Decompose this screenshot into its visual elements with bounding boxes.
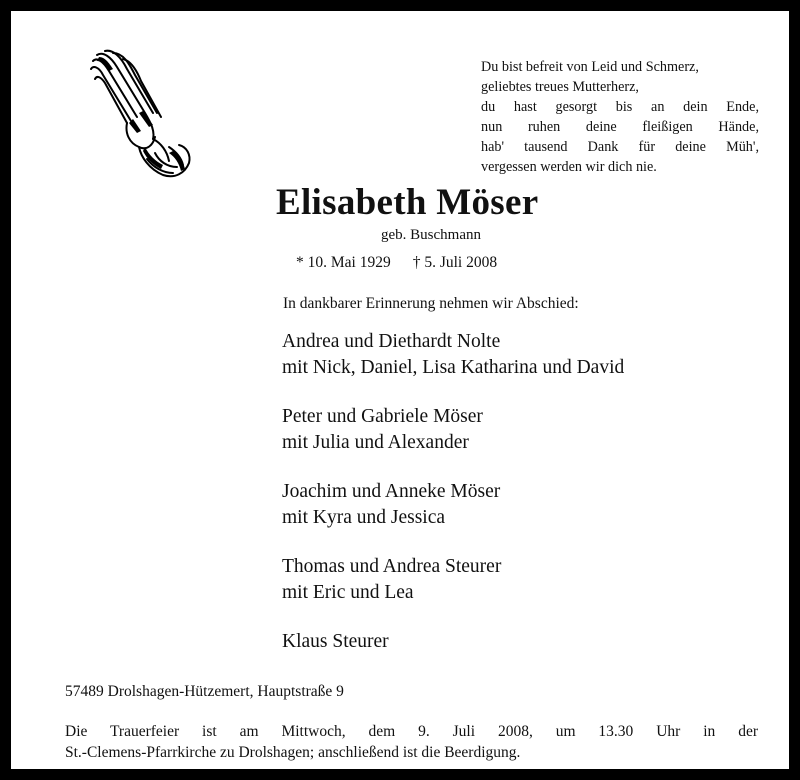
- mourner-children: mit Julia und Alexander: [282, 432, 469, 453]
- mourner-group: [282, 554, 624, 606]
- memorial-poem: [481, 57, 759, 177]
- farewell-intro: In dankbarer Erinnerung nehmen wir Abschied:: [283, 295, 579, 312]
- mourner-names: Joachim und Anneke Möser: [282, 481, 501, 502]
- poem-line: hab' tausend Dank für deine Müh',: [481, 139, 759, 155]
- family-address: 57489 Drolshagen-Hützemert, Hauptstraße 9: [65, 683, 344, 700]
- maiden-name: geb. Buschmann: [381, 227, 481, 243]
- birth-date: * 10. Mai 1929: [296, 254, 391, 271]
- mourner-names: Klaus Steurer: [282, 631, 389, 652]
- mourner-names: Peter und Gabriele Möser: [282, 406, 483, 427]
- funeral-info-line: Die Trauerfeier ist am Mittwoch, dem 9. Juli 2008, um 13.30 Uhr in der: [65, 723, 758, 740]
- poem-line: geliebtes treues Mutterherz,: [481, 79, 639, 95]
- death-date: † 5. Juli 2008: [412, 254, 498, 271]
- mourner-children: mit Eric und Lea: [282, 582, 414, 603]
- mourner-names: Thomas und Andrea Steurer: [282, 556, 502, 577]
- poem-line: du hast gesorgt bis an dein Ende,: [481, 99, 759, 115]
- funeral-info: [65, 721, 758, 763]
- poem-line: Du bist befreit von Leid und Schmerz,: [481, 59, 699, 75]
- mourner-group: [282, 329, 624, 381]
- poem-line: vergessen werden wir dich nie.: [481, 159, 657, 175]
- mourner-names: Andrea und Diethardt Nolte: [282, 331, 501, 352]
- life-dates: [296, 254, 497, 272]
- funeral-info-line: St.-Clemens-Pfarrkirche zu Drolshagen; anschließend ist die Beerdigung.: [65, 744, 521, 761]
- mourner-group: [282, 404, 624, 456]
- praying-hands-icon: [83, 47, 195, 179]
- mourner-group: [282, 479, 624, 531]
- mourner-children: mit Kyra und Jessica: [282, 507, 446, 528]
- deceased-name: Elisabeth Möser: [276, 182, 539, 223]
- mourners-list: [282, 329, 624, 678]
- poem-line: nun ruhen deine fleißigen Hände,: [481, 119, 759, 135]
- mourner-children: mit Nick, Daniel, Lisa Katharina und David: [282, 357, 625, 378]
- mourner-group: [282, 629, 624, 655]
